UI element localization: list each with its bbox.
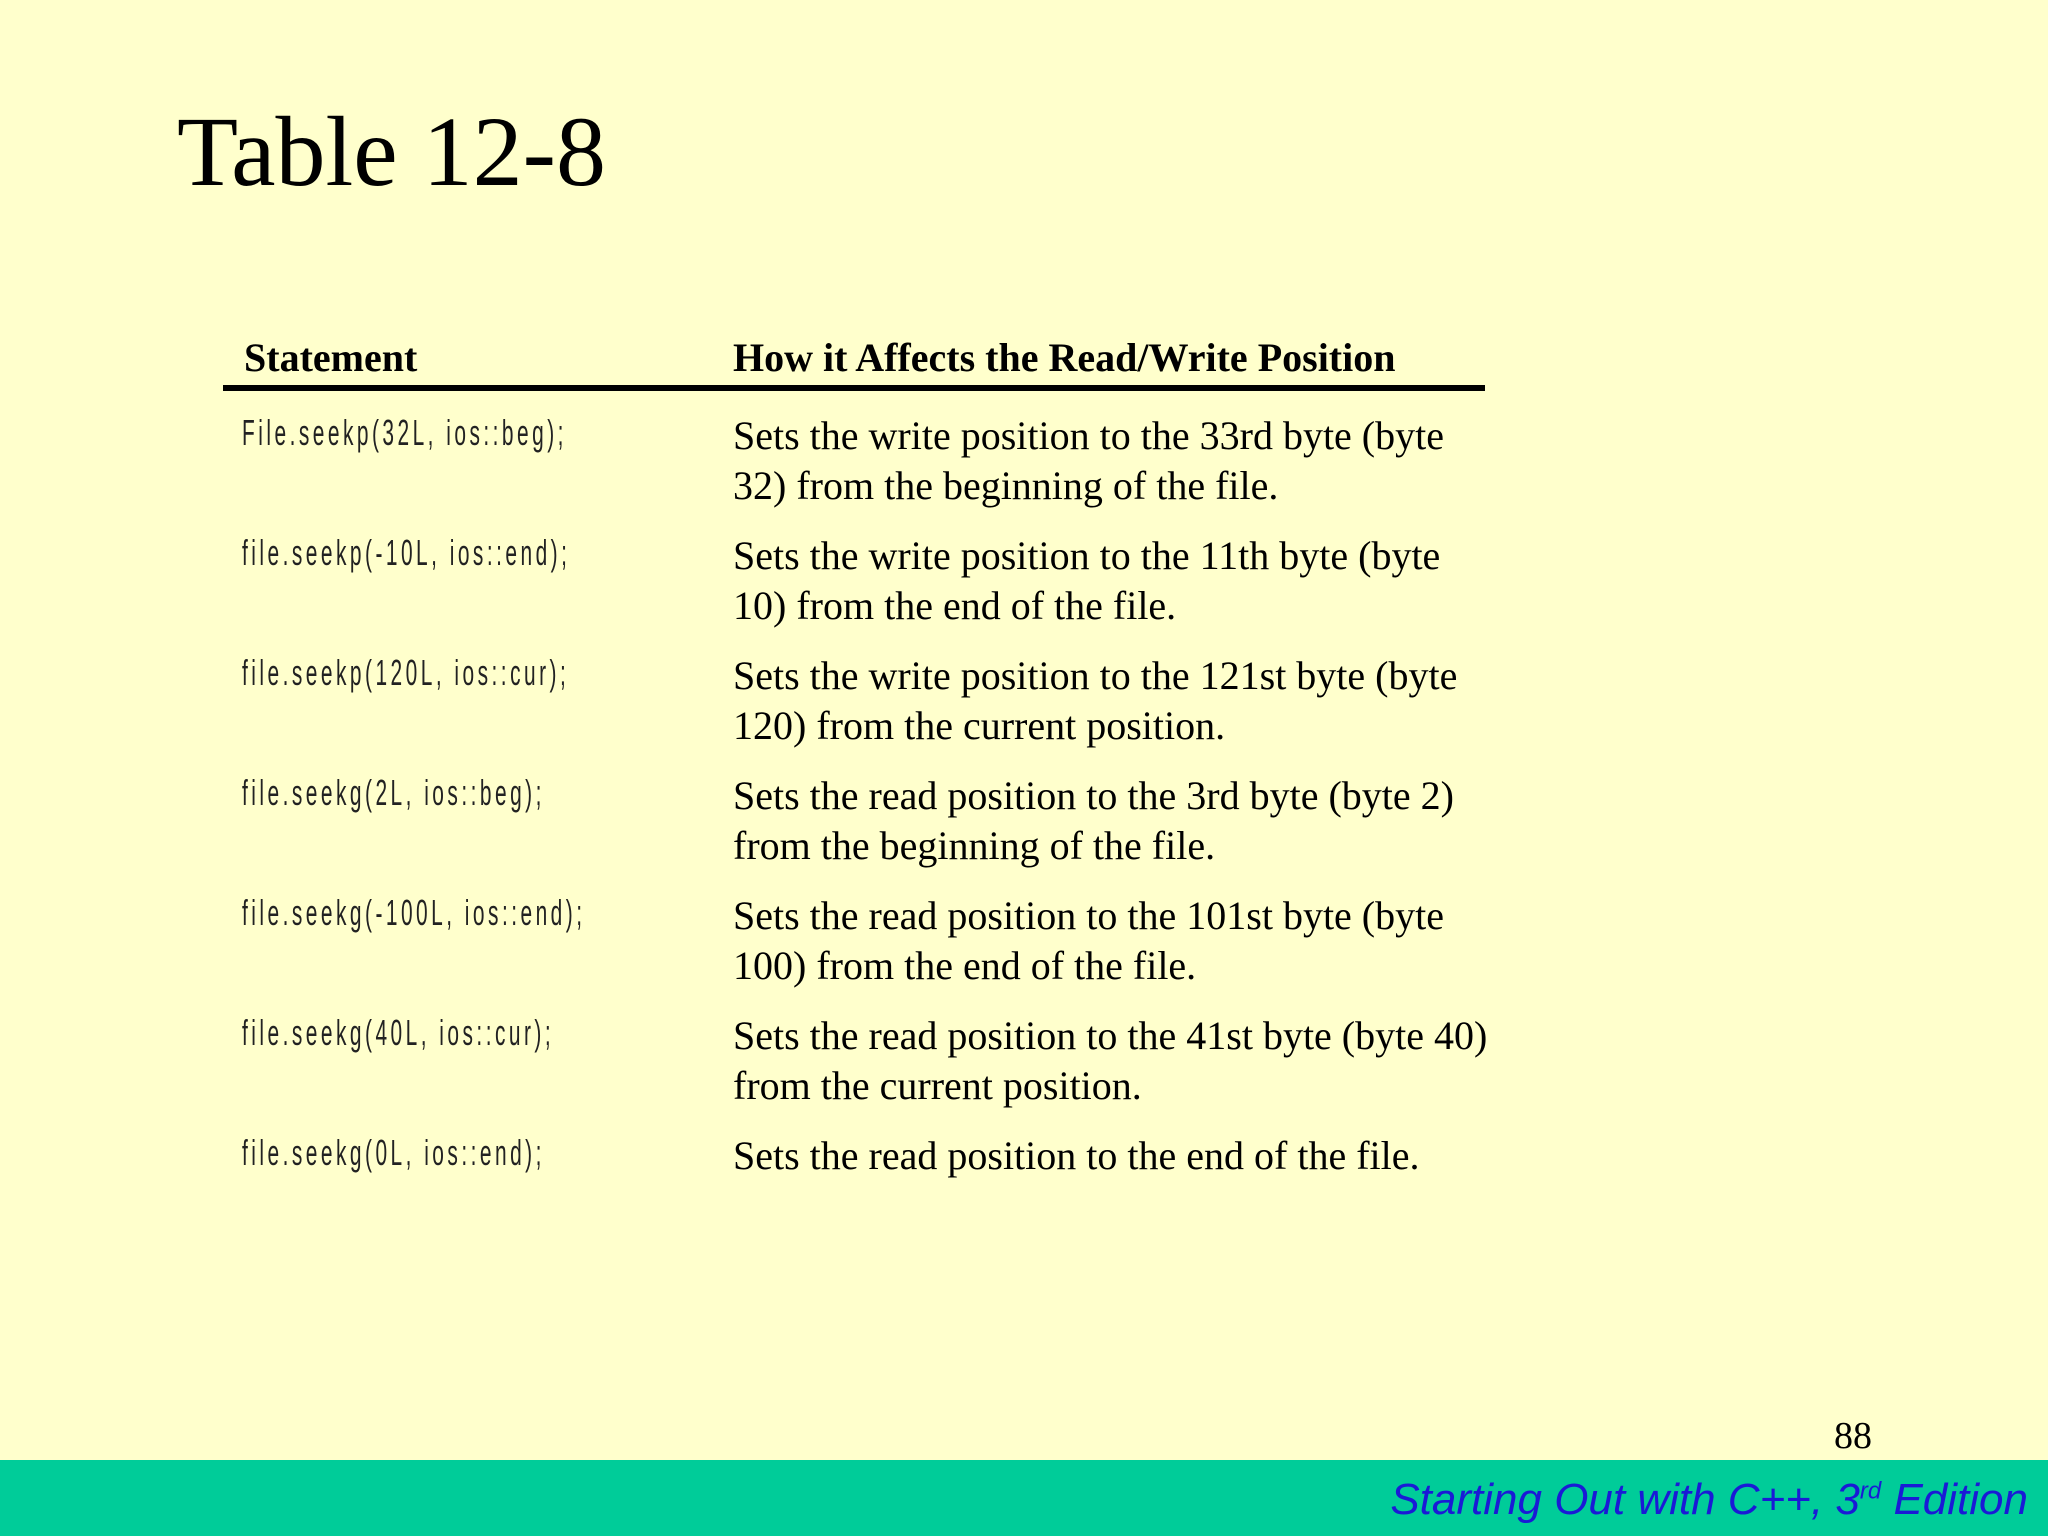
footer-book-title xyxy=(1390,1474,2028,1526)
table-row xyxy=(223,891,1485,1011)
statement-cell: file.seekp(120L, ios::cur); xyxy=(242,652,570,693)
seek-table xyxy=(223,333,1488,1251)
table-row xyxy=(223,771,1485,891)
statement-cell: file.seekp(-10L, ios::end); xyxy=(242,532,571,573)
statement-cell: file.seekg(0L, ios::end); xyxy=(242,1132,545,1173)
header-effect: How it Affects the Read/Write Position xyxy=(733,335,1396,380)
footer-title-superscript: rd xyxy=(1859,1477,1882,1505)
statement-cell: file.seekg(40L, ios::cur); xyxy=(242,1012,555,1053)
effect-cell: Sets the write position to the 121st byte (byte 120) from the current position. xyxy=(733,653,1458,748)
footer-title-prefix: Starting Out with C++, 3 xyxy=(1390,1475,1860,1524)
statement-cell: file.seekg(-100L, ios::end); xyxy=(242,892,586,933)
table-row xyxy=(223,651,1485,771)
footer-title-suffix: Edition xyxy=(1881,1475,2028,1524)
table-row xyxy=(223,531,1485,651)
effect-cell: Sets the read position to the 101st byte (byte 100) from the end of the file. xyxy=(733,893,1444,988)
table-body xyxy=(223,411,1488,1251)
table-row xyxy=(223,1131,1485,1251)
effect-cell: Sets the read position to the end of the file. xyxy=(733,1133,1420,1178)
effect-cell: Sets the write position to the 11th byte (byte 10) from the end of the file. xyxy=(733,533,1441,628)
statement-cell: file.seekg(2L, ios::beg); xyxy=(242,772,545,813)
table-header xyxy=(223,333,1485,391)
table-row xyxy=(223,411,1485,531)
effect-cell: Sets the write position to the 33rd byte (byte 32) from the beginning of the file. xyxy=(733,413,1444,508)
header-statement: Statement xyxy=(244,335,418,380)
table-row xyxy=(223,1011,1488,1131)
effect-cell: Sets the read position to the 3rd byte (byte 2) from the beginning of the file. xyxy=(733,773,1454,868)
effect-cell: Sets the read position to the 41st byte (byte 40) from the current position. xyxy=(733,1013,1488,1108)
footer-bar xyxy=(0,1460,2048,1536)
page-number: 88 xyxy=(1834,1415,1872,1457)
statement-cell: File.seekp(32L, ios::beg); xyxy=(242,412,567,453)
slide-title: Table 12-8 xyxy=(177,96,606,207)
